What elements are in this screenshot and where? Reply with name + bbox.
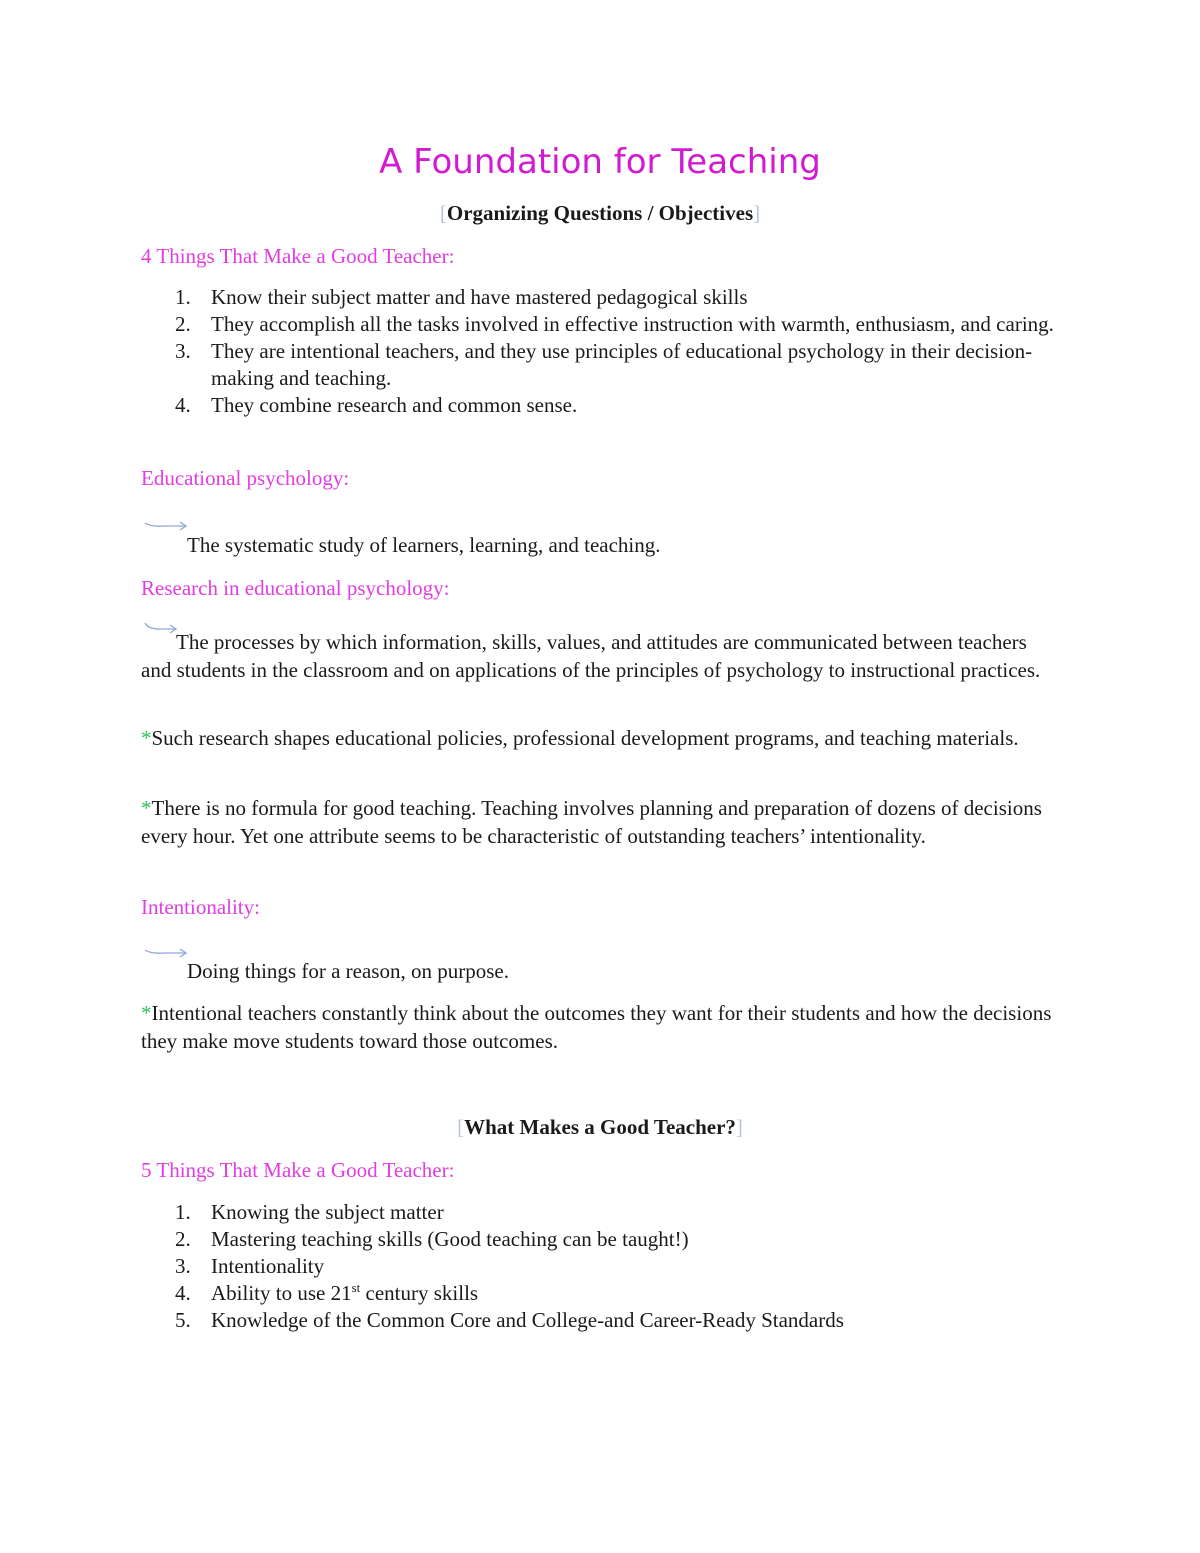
definition-intentionality: Doing things for a reason, on purpose. xyxy=(187,959,509,983)
asterisk: * xyxy=(141,796,152,820)
heading-intentionality: Intentionality: xyxy=(141,895,260,919)
list-item xyxy=(141,284,1061,311)
list-number: 1. xyxy=(175,285,191,309)
arrow-icon xyxy=(143,515,189,535)
list-number: 1. xyxy=(175,1200,191,1224)
asterisk: * xyxy=(141,1001,152,1025)
list-number: 5. xyxy=(175,1308,191,1332)
note-research-policies xyxy=(141,725,1061,753)
list-text: They combine research and common sense. xyxy=(211,393,578,417)
arrow-icon xyxy=(143,942,189,962)
list-text: Know their subject matter and have mastered pedagogical skills xyxy=(211,285,748,309)
list-item xyxy=(141,1307,1061,1334)
list-text: Intentionality xyxy=(211,1254,325,1278)
bracket-close: ] xyxy=(735,1115,743,1139)
list-number: 4. xyxy=(175,1281,191,1305)
section-title-objectives xyxy=(0,199,1200,227)
list-item xyxy=(141,311,1061,338)
heading-research: Research in educational psychology: xyxy=(141,576,450,600)
section-label: Organizing Questions / Objectives xyxy=(446,201,754,225)
bracket-close: ] xyxy=(753,201,761,225)
bracket-open: [ xyxy=(457,1115,465,1139)
list-5-things xyxy=(141,1199,1061,1334)
superscript: st xyxy=(351,1280,361,1295)
list-text: Knowledge of the Common Core and College-and Career-Ready Standards xyxy=(211,1308,844,1332)
list-number: 3. xyxy=(175,339,191,363)
asterisk: * xyxy=(141,726,152,750)
definition-educational-psychology: The systematic study of learners, learning, and teaching. xyxy=(187,533,661,557)
note-no-formula xyxy=(141,795,1061,850)
list-text: Ability to use 21 xyxy=(211,1281,352,1305)
heading-educational-psychology: Educational psychology: xyxy=(141,466,350,490)
list-item xyxy=(141,1199,1061,1226)
note-text: Such research shapes educational policies, professional development programs, and teaching materials. xyxy=(151,726,1019,750)
list-text: Mastering teaching skills (Good teaching can be taught!) xyxy=(211,1227,689,1251)
heading-5-things: 5 Things That Make a Good Teacher: xyxy=(141,1158,455,1182)
list-number: 4. xyxy=(175,393,191,417)
section-label: What Makes a Good Teacher? xyxy=(464,1115,736,1139)
list-number: 2. xyxy=(175,312,191,336)
bracket-open: [ xyxy=(439,201,447,225)
list-item xyxy=(141,1253,1061,1280)
list-item xyxy=(141,338,1061,392)
list-text: Knowing the subject matter xyxy=(211,1200,444,1224)
section-title-good-teacher xyxy=(0,1113,1200,1141)
list-item xyxy=(141,1280,1061,1307)
list-item xyxy=(141,1226,1061,1253)
list-item xyxy=(141,392,1061,419)
definition-research: The processes by which information, skills, values, and attitudes are communicated between teachers and students in the classroom and on applications of the principles of psychology to instructional practices. xyxy=(141,630,1041,682)
list-4-things xyxy=(141,284,1061,419)
list-text: They accomplish all the tasks involved in effective instruction with warmth, enthusiasm, and caring. xyxy=(211,312,1054,336)
heading-4-things: 4 Things That Make a Good Teacher: xyxy=(141,244,455,268)
note-text: There is no formula for good teaching. Teaching involves planning and preparation of dozens of decisions every hour. Yet one attribute seems to be characteristic of outstanding teachers’ intentionality. xyxy=(141,796,1042,848)
list-text: century skills xyxy=(360,1281,479,1305)
document-title: A Foundation for Teaching xyxy=(379,142,821,182)
list-text: They are intentional teachers, and they use principles of educational psychology in their decision-making and teaching. xyxy=(211,339,1033,390)
note-intentional-teachers xyxy=(141,1000,1061,1055)
list-number: 3. xyxy=(175,1254,191,1278)
note-text: Intentional teachers constantly think about the outcomes they want for their students and how the decisions they make move students toward those outcomes. xyxy=(141,1001,1052,1053)
list-number: 2. xyxy=(175,1227,191,1251)
